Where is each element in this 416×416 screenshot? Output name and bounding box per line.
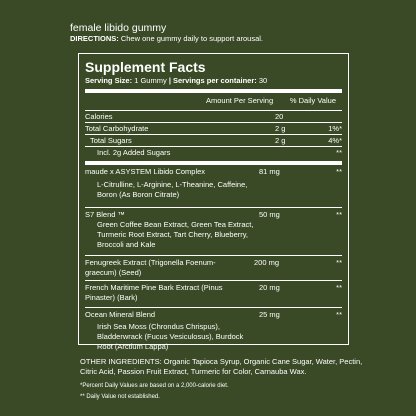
serving-size-label: Serving Size: xyxy=(85,76,133,85)
blend-dv: ** xyxy=(336,258,342,267)
blend-row-fenugreek xyxy=(85,256,342,280)
nutrient-amount: 2 g xyxy=(275,124,286,133)
panel-title: Supplement Facts xyxy=(85,59,206,75)
blend-amount: 20 mg xyxy=(259,283,280,292)
blend-name: Fenugreek Extract (Trigonella Foenum-graecum) (Seed) xyxy=(85,258,216,277)
nutrient-name: Incl. 2g Added Sugars xyxy=(97,148,171,157)
nutrient-name: Total Carbohydrate xyxy=(85,124,149,133)
blend-name: S7 Blend ™ xyxy=(85,210,126,219)
nutrient-row-calories xyxy=(85,111,342,122)
nutrient-row-carbohydrate xyxy=(85,123,342,134)
servings-label: Servings per container: xyxy=(173,76,257,85)
blend-name: maude x ASYSTEM Libido Complex xyxy=(85,167,206,176)
other-ingredients-label: OTHER INGREDIENTS: xyxy=(80,357,162,366)
blend-name: French Maritime Pine Bark Extract (Pinus Pinaster) (Bark) xyxy=(85,283,223,302)
other-ingredients xyxy=(80,357,370,377)
nutrient-name: Total Sugars xyxy=(90,136,132,145)
blend-row-libido-complex xyxy=(85,165,342,207)
product-name: female libido gummy xyxy=(70,22,167,34)
directions-label: DIRECTIONS: xyxy=(70,34,119,43)
footnote-not-established: ** Daily Value not established. xyxy=(80,394,160,400)
blend-row-pine-bark xyxy=(85,281,342,307)
servings-value: 30 xyxy=(258,76,268,85)
nutrient-dv: 1%* xyxy=(328,124,342,133)
blend-amount: 50 mg xyxy=(259,210,280,219)
header-amount: Amount Per Serving xyxy=(206,96,274,105)
blend-amount: 25 mg xyxy=(259,310,280,319)
footnote-daily-value: *Percent Daily Values are based on a 2,000-calorie diet. xyxy=(80,383,229,389)
blend-amount: 81 mg xyxy=(259,167,280,176)
nutrient-amount: 2 g xyxy=(275,136,286,145)
nutrient-dv: ** xyxy=(336,148,342,157)
header-daily-value: % Daily Value xyxy=(289,96,336,105)
nutrient-name: Calories xyxy=(85,112,113,121)
nutrient-row-added-sugars xyxy=(85,147,342,158)
serving-info: Serving Size: 1 Gummy | Servings per container: 30 xyxy=(85,76,268,85)
footer xyxy=(80,357,370,401)
blend-dv: ** xyxy=(336,167,342,176)
serving-size-value: 1 Gummy xyxy=(134,76,167,85)
blend-ingredients: L-Citrulline, L-Arginine, L-Theanine, Caffeine, Boron (As Boron Citrate) xyxy=(97,180,248,199)
blend-row-s7 xyxy=(85,208,342,255)
nutrient-amount: 20 xyxy=(275,112,284,121)
other-ingredients-text: Organic Tapioca Syrup, Organic Cane Sugar, Water, Pectin, Citric Acid, Passion Fruit Extract, Turmeric for Color, Carnauba Wax. xyxy=(80,357,363,376)
directions xyxy=(70,34,360,44)
column-header-row xyxy=(85,93,342,110)
blend-ingredients: Irish Sea Moss (Chrondus Chrispus), Bladderwrack (Fucus Vesiculosus), Burdock Root (Arctium Lappa) xyxy=(97,322,244,351)
directions-text: Chew one gummy daily to support arousal. xyxy=(120,34,263,43)
nutrient-row-total-sugars xyxy=(85,135,342,146)
blend-dv: ** xyxy=(336,283,342,292)
blend-dv: ** xyxy=(336,210,342,219)
blend-dv: ** xyxy=(336,310,342,319)
blend-amount: 200 mg xyxy=(254,258,280,267)
blend-name: Ocean Mineral Blend xyxy=(85,310,156,319)
supplement-facts-panel xyxy=(78,53,349,351)
product-header xyxy=(70,22,360,44)
blend-ingredients: Green Coffee Bean Extract, Green Tea Extract, Turmeric Root Extract, Tart Cherry, Blueberry, Broccoli and Kale xyxy=(97,220,254,249)
blend-row-ocean-mineral xyxy=(85,308,342,351)
nutrient-dv: 4%* xyxy=(328,136,342,145)
